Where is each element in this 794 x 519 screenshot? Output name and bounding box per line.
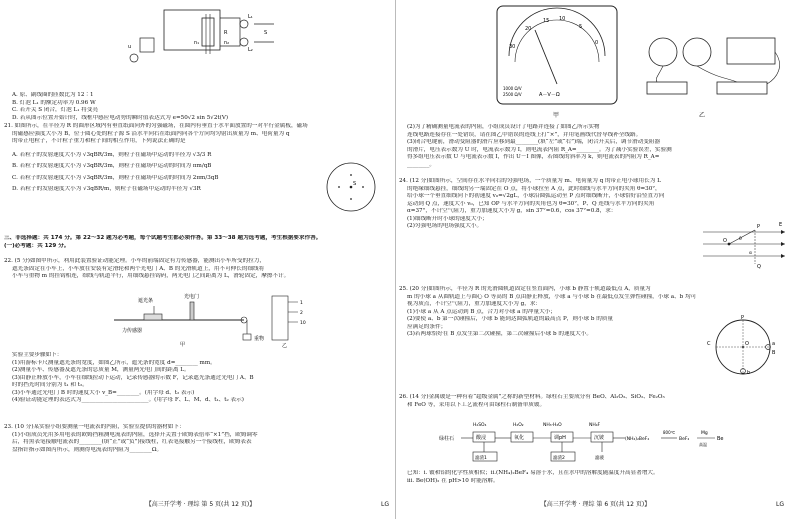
- force-sensor-label: 力传感器: [122, 328, 143, 334]
- point-b-label: B: [772, 350, 776, 356]
- ball-a-label: a: [772, 341, 776, 347]
- q23-stem-line: 盘指针指示如图丙所示，则测得电流表的内阻为________Ω。: [12, 446, 163, 453]
- scale-label: 10: [300, 321, 306, 326]
- section-3: [4, 235, 397, 250]
- n2-label: n₂: [224, 40, 230, 46]
- flow-condition: 800℃: [663, 430, 676, 435]
- page-footer: [4, 501, 397, 513]
- q25-stem-line: 视为质点，不计空气阻力，重力加速度大小为 g，求：: [407, 301, 542, 308]
- circuit-apparatus-figure: [627, 22, 787, 108]
- flow-step: 沉铍: [594, 435, 605, 441]
- flow-end: Be: [717, 436, 724, 442]
- q26-stem-line: 和 FeO 等，采用以下工艺流程可由绿柱石制备单质铍。: [407, 401, 546, 408]
- q23-line: (3)闭合电键前，滑动变阻器的滑片应移到最________(填“左”或“右”)端，闭合开关后，调节滑动变阻器: [407, 139, 661, 146]
- step-line: (1)用游标卡尺测量遮光条的宽度，如图乙所示，遮光条的宽度 d=________ mm。: [12, 359, 216, 366]
- flow-step: 酸浸: [476, 435, 487, 441]
- flow-filtrate: 滤液: [595, 456, 604, 461]
- step-line: (4)验证动能定理的表达式为________________________。(用字母 F、L、M、d、t₁、t₂ 表示): [12, 397, 244, 404]
- q22: [4, 258, 397, 281]
- flow-condition: 高温: [699, 442, 707, 447]
- q21-stem-line: 的带正电粒子，不计粒子重力和粒子间的相互作用，下列说法正确的是: [12, 138, 186, 145]
- q22-stem-line: 22. (5 分)如图甲所示，利用此装置验证动能定理。小车的前端固定有力传感器，能测出小车所受的拉力，: [4, 258, 265, 264]
- q26: [399, 394, 792, 409]
- alpha-label: α: [749, 251, 752, 256]
- q23-line: ________。: [407, 161, 435, 168]
- q23-stem-line: 后，将黑表笔接触电流表的________(填“正”或“负”)接线柱，红表笔接触另一个接线柱，欧姆表表: [12, 439, 252, 446]
- q20-options: [4, 92, 397, 122]
- q24-part: (1)细线断开时小球的速度大小；: [407, 215, 488, 222]
- figure-a-label: 甲: [553, 112, 560, 119]
- meter-scale-label: 10: [559, 16, 566, 22]
- q21-option: A. 若粒子的发射速度大小为 √3qBR/3m，则粒子在磁场中运动的半径为 √3/3 R: [12, 151, 212, 158]
- q23-stem-line: (1)小组成员先用多用电表的欧姆挡粗测电流表的内阻，选择开关置于欧姆表倍率“×1”挡，欧姆调零: [12, 431, 258, 438]
- q24-stem-line: 24. (12 分)如图所示，空间存在水平向右的匀强电场，一个质量为 m、电荷量为 q 的带正电小球用长为 L: [399, 178, 661, 184]
- q26-notes: [399, 470, 792, 485]
- flow-reagent: NH₄F: [589, 423, 601, 428]
- point-o-label: O: [723, 238, 727, 244]
- option-line: A. 原、副线圈的匝数比为 12∶1: [12, 92, 94, 98]
- q21-stem-line: 的磁感应强度大小为 B，位于圆心处的粒子源 S 沿水平向右在纸面内向各个方向均匀射出质量为 m、电荷量为 q: [12, 130, 290, 137]
- resistor-label: R: [224, 30, 228, 36]
- scale-label: 1: [300, 301, 303, 306]
- point-p-label: P: [757, 224, 761, 230]
- q21-option: D. 若粒子的发射速度大小为 √3qBR/m，则粒子在磁场中运动的半径为 √3R: [12, 186, 201, 193]
- q24-part: (2)匀强电场的电场强度大小。: [407, 223, 483, 230]
- photogate-label: 光电门: [184, 294, 200, 300]
- q23-line: 得多组电压表示数 U 与电流表示数 I，作出 U－I 图像，若图线的斜率为 k，则电流表的内阻为 R_A=: [407, 154, 660, 161]
- n1-label: n₁: [194, 40, 200, 46]
- figure-a-label: 甲: [180, 342, 186, 348]
- footer-text: 【高三开学考 · 理综 第 5 页(共 12 页)】: [145, 501, 256, 508]
- q22-stem-line: 遮光条固定在小车上，小车放在安装有定滑轮和两个光电门 A、B 的光滑轨道上，用不可伸长的细线将: [12, 265, 265, 272]
- figure-b-label: 乙: [282, 343, 288, 348]
- field-e-label: E: [779, 222, 783, 228]
- transformer-circuit-figure: [124, 4, 284, 66]
- ball-b-label: b: [747, 370, 751, 376]
- q23-continued: [399, 124, 792, 169]
- step-line: (3)小车通过光电门 B 时的速度大小 v_B=________。(用字母 d、t₂ 表示): [12, 389, 195, 396]
- step-line: (3)由静止释放小车，小车在细线拉动下运动，记录传感器的示数 F，记录遮光条通过光电门 A、B: [12, 374, 254, 381]
- q25-stem-line: (2)要使 a、b 第一次碰撞后，小球 b 能到达圆弧轨道的最高点 P，则小球 b 的质量: [407, 316, 614, 323]
- page-footer: [399, 501, 792, 513]
- multimeter-figure: [495, 4, 619, 108]
- flow-product: BeF₂: [679, 437, 690, 442]
- flow-reagent: Mg: [701, 431, 708, 436]
- q24-stem-line: 运动到 Q 点，速度大小 v₀，已知 OP 与水平方向的夹角也为 θ=30°，P、Q 连线与水平方向的夹角: [407, 200, 655, 207]
- flow-step: 氧化: [514, 435, 525, 441]
- q24-stem-line: α=37°，不计空气阻力，重力加速度大小为 g，sin 37°=0.6，cos 37°=0.8，求：: [407, 208, 617, 215]
- u-label: u: [128, 44, 132, 50]
- switch-label: S: [264, 30, 268, 36]
- point-c-label: C: [707, 341, 711, 347]
- weight-label: 重物: [254, 336, 265, 342]
- meter-unit-label: 2500 Ω/V: [503, 92, 522, 97]
- scale-label: 2: [300, 311, 303, 316]
- meter-scale-label: 5: [579, 24, 583, 30]
- meter-scale-label: 0: [595, 40, 599, 46]
- q25-stem-line: 应满足的条件；: [407, 323, 447, 330]
- source-s-label: S: [353, 181, 357, 187]
- q26-note: iii. Be(OH)₂ 在 pH>10 时能溶解。: [407, 477, 499, 484]
- q23-line: 连线电路连接存在一处错误，请在图乙中错误的连线上打“×”，并用笔画线代替导线补全线路。: [407, 131, 642, 138]
- q23: [4, 424, 397, 454]
- circular-track-figure: [705, 314, 781, 380]
- magnetic-field-circle-figure: [322, 158, 380, 216]
- meter-scale-label: 30: [509, 44, 516, 50]
- q23-line: 的滑片，电压表示数为 U 时，电流表示数为 I，则电流表内阻 R_A=________。为了减小实验误差，实验测: [407, 146, 672, 153]
- q26-note: 已知：i. 铍和铝的化学性质相似；ii.(NH₄)₂BeF₄ 易溶于水，且在水中的溶解度随温度升高显著增大。: [407, 470, 659, 476]
- meter-scale-label: 20: [525, 26, 532, 32]
- flow-product: (NH₄)₂BeF₄: [625, 437, 650, 442]
- section-subheading: (一)必考题：共 129 分。: [4, 242, 70, 249]
- flow-reagent: NH₃·H₂O: [543, 423, 562, 428]
- page-divider: [395, 0, 396, 519]
- q23-stem-line: 23. (10 分)某实验小组要测量一电流表的内阻，实验室提供的器材如下：: [4, 424, 185, 430]
- flow-residue: 滤渣2: [553, 456, 565, 461]
- flow-reagent: H₂SO₄: [473, 423, 487, 428]
- footer-code: LG: [381, 501, 389, 508]
- section-heading: 三、非选择题：共 174 分。第 22～32 题为必考题，每个试题考生都必须作答。第 33～38 题为选考题，考生根据要求作答。: [4, 235, 322, 241]
- shutter-label: 遮光条: [138, 298, 154, 304]
- flow-step: 调pH: [554, 435, 566, 441]
- q25-stem-line: m 的小球 a 从圆轨道上与圆心 O 等高的 B 点由静止释放，小球 a 与小球 b 在最低点发生弹性碰撞，小球 a、b 均可: [407, 293, 697, 300]
- dynamics-cart-figure: [104, 290, 324, 348]
- footer-code: LG: [776, 501, 784, 508]
- q25-stem-line: (3)若两球恰好在 B 点发生第二次碰撞，第二次碰撞后小球 b 的速度大小。: [407, 331, 592, 338]
- q21-option: C. 若粒子的发射速度大小为 √3qBR/3m，则粒子在磁场中运动的时间为 2πm/3qB: [12, 174, 219, 181]
- flow-reagent: H₂O₂: [513, 423, 524, 428]
- meter-unit-label: 1000 Ω/V: [503, 86, 522, 91]
- meter-center-label: A－V－Ω: [539, 92, 560, 98]
- q25-stem-line: (1)小球 a 从 A 点运动到 B 点，合力对小球 a 的冲量大小；: [407, 308, 556, 315]
- option-line: C. 若开关 S 闭合，灯泡 L₁ 将变亮: [12, 107, 99, 114]
- q23-line: (2)为了精确测量电流表的内阻，小组成员设计了电路并连接了如图乙所示实物: [407, 124, 600, 130]
- electric-field-pendulum-figure: [699, 214, 789, 274]
- q22-stem-line: 小车与重物 m 的挂钩相连，细线与轨道平行，用细线悬挂钩码，两光电门之间距离为 L，滑轮固定，摩擦不计。: [12, 273, 290, 280]
- point-p-label: P: [741, 315, 745, 321]
- option-line: D. 若从图示位置开始计时，线框中感应电动势的瞬时值表达式为 e=50√2 sin 5√2t(V): [12, 114, 229, 121]
- q26-stem-line: 26. (14 分)金属铍是一种有着“超级金属”之称的新型材料。绿柱石主要成分有 BeO、Al₂O₃、SiO₂、Fe₂O₃: [399, 394, 665, 400]
- page-6: [399, 0, 792, 519]
- q22-steps: [4, 352, 397, 405]
- step-line: (2)测量小车、传感器及遮光条的总质量 M，测量两光电门间的距离 L。: [12, 367, 190, 374]
- page-5: [4, 0, 397, 519]
- footer-text: 【高三开学考 · 理综 第 6 页(共 12 页)】: [540, 501, 651, 508]
- q21-option: B. 若粒子的发射速度大小为 √3qBR/3m，则粒子在磁场中运动的时间为 πm/qB: [12, 163, 212, 170]
- q24-stem-line: 的绝缘细线悬挂，细线的另一端固定在 O 点，将小球拉至 A 点，此时细线与水平方向的夹角 θ=30°，: [407, 185, 661, 192]
- center-o-label: O: [745, 341, 749, 347]
- l1-label: L₁: [248, 14, 253, 20]
- q21-stem-line: 21. 如图所示，在半径为 R 的圆形区域内有垂直纸面向外的匀强磁场，在圆内有垂直于水平面放置的一对平行金属板，磁场: [4, 123, 308, 129]
- option-line: B. 灯泡 L₁ 的额定功率为 0.96 W: [12, 99, 96, 106]
- meter-scale-label: 15: [543, 18, 550, 24]
- flow-start: 绿柱石: [439, 436, 455, 442]
- beryllium-process-flow: [439, 414, 759, 464]
- q25-stem-line: 25. (20 分)如图所示，半径为 R 的光滑圆轨道固定在竖直面内，小球 b 静置于轨道最低点 A，质量为: [399, 286, 651, 292]
- point-q-label: Q: [757, 264, 761, 270]
- step-line: 实验主要步骤如下：: [12, 352, 63, 358]
- figure-b-label: 乙: [699, 112, 706, 119]
- flow-residue: 滤渣1: [475, 456, 487, 461]
- q24-stem-line: 给小球一个垂直细线向下的初速度 v₀=√2gL，小球沿圆弧运动至 P 点时细线断开，小球恰好沿竖直方向: [407, 193, 665, 200]
- l2-label: L₂: [248, 47, 253, 53]
- theta-label: θ: [739, 237, 742, 242]
- step-line: 时的挡光时间分别为 t₁ 和 t₂。: [12, 382, 88, 389]
